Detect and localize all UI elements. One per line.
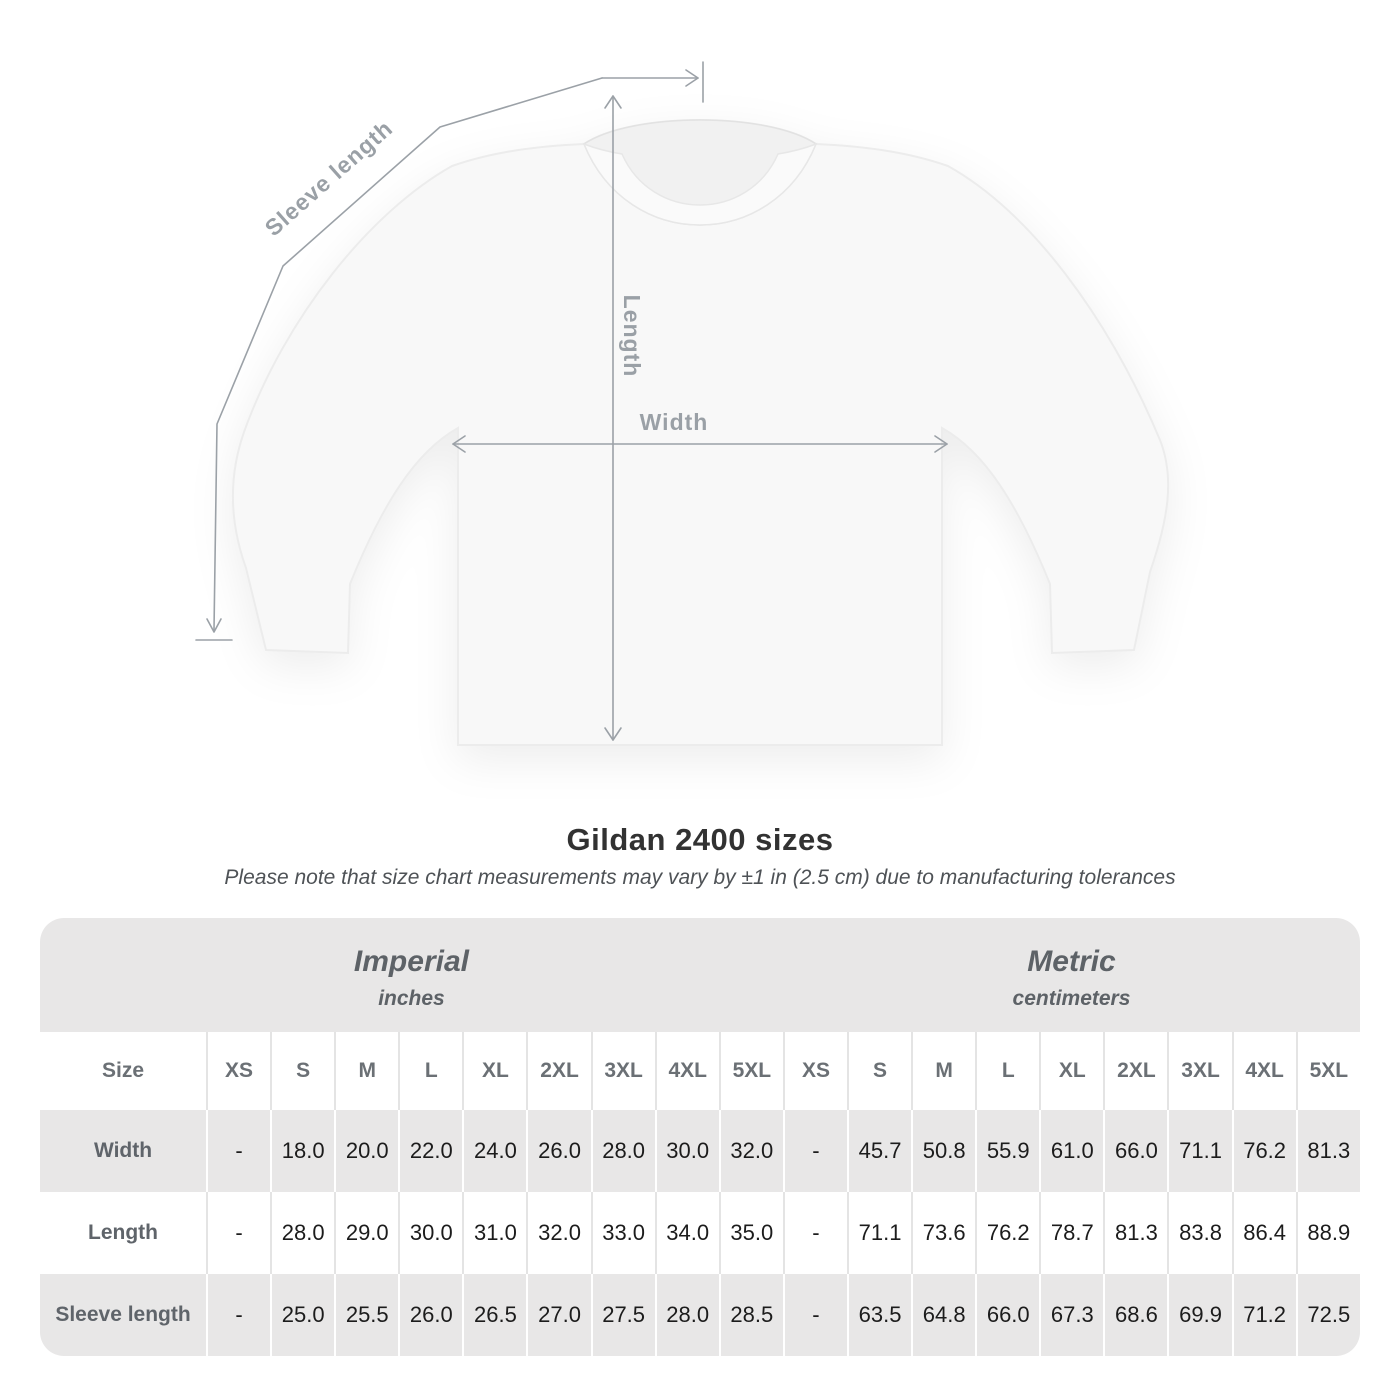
value-cell: 35.0 [719, 1192, 783, 1274]
value-cell: 22.0 [398, 1110, 462, 1192]
value-cell: 55.9 [975, 1110, 1039, 1192]
value-cell: 28.0 [655, 1274, 719, 1356]
row-label-width: Width [40, 1110, 206, 1192]
value-cell: 18.0 [270, 1110, 334, 1192]
value-cell: 78.7 [1039, 1192, 1103, 1274]
value-cell: 72.5 [1296, 1274, 1360, 1356]
value-cell: 32.0 [719, 1110, 783, 1192]
value-cell: 27.5 [591, 1274, 655, 1356]
imperial-group-header [40, 918, 783, 1032]
size-header-row [40, 1032, 1360, 1110]
table-row-sleeve-length [40, 1274, 1360, 1356]
row-label-sleeve-length: Sleeve length [40, 1274, 206, 1356]
table-row-length [40, 1192, 1360, 1274]
value-cell: 31.0 [462, 1192, 526, 1274]
size-column-header: Size [40, 1032, 206, 1110]
col-header-metric-4xl: 4XL [1232, 1032, 1296, 1110]
width-label: Width [639, 409, 709, 435]
value-cell: 64.8 [911, 1274, 975, 1356]
col-header-metric-l: L [975, 1032, 1039, 1110]
unit-group-header-row [40, 918, 1360, 1032]
metric-unit-label: centimeters [1012, 987, 1131, 1010]
value-cell: 69.9 [1167, 1274, 1231, 1356]
value-cell: - [783, 1110, 847, 1192]
value-cell: 30.0 [398, 1192, 462, 1274]
value-cell: - [783, 1274, 847, 1356]
value-cell: 30.0 [655, 1110, 719, 1192]
value-cell: 45.7 [847, 1110, 911, 1192]
value-cell: 28.0 [270, 1192, 334, 1274]
value-cell: 26.5 [462, 1274, 526, 1356]
col-header-imperial-l: L [398, 1032, 462, 1110]
row-label-length: Length [40, 1192, 206, 1274]
col-header-metric-xl: XL [1039, 1032, 1103, 1110]
value-cell: 25.0 [270, 1274, 334, 1356]
col-header-metric-3xl: 3XL [1167, 1032, 1231, 1110]
sleeve-length-label: Sleeve length [259, 114, 398, 242]
value-cell: 20.0 [334, 1110, 398, 1192]
col-header-imperial-xl: XL [462, 1032, 526, 1110]
value-cell: 86.4 [1232, 1192, 1296, 1274]
col-header-imperial-m: M [334, 1032, 398, 1110]
col-header-metric-m: M [911, 1032, 975, 1110]
value-cell: 32.0 [526, 1192, 590, 1274]
value-cell: 26.0 [398, 1274, 462, 1356]
length-label: Length [619, 294, 645, 378]
value-cell: 63.5 [847, 1274, 911, 1356]
col-header-imperial-xs: XS [206, 1032, 270, 1110]
value-cell: 50.8 [911, 1110, 975, 1192]
value-cell: 73.6 [911, 1192, 975, 1274]
value-cell: 66.0 [975, 1274, 1039, 1356]
value-cell: 88.9 [1296, 1192, 1360, 1274]
value-cell: 76.2 [1232, 1110, 1296, 1192]
value-cell: 71.1 [847, 1192, 911, 1274]
value-cell: 83.8 [1167, 1192, 1231, 1274]
col-header-metric-xs: XS [783, 1032, 847, 1110]
value-cell: 29.0 [334, 1192, 398, 1274]
table-row-width [40, 1110, 1360, 1192]
col-header-imperial-s: S [270, 1032, 334, 1110]
value-cell: 28.0 [591, 1110, 655, 1192]
value-cell: 67.3 [1039, 1274, 1103, 1356]
col-header-imperial-3xl: 3XL [591, 1032, 655, 1110]
size-table-container [40, 918, 1360, 1356]
value-cell: 68.6 [1103, 1274, 1167, 1356]
col-header-metric-2xl: 2XL [1103, 1032, 1167, 1110]
col-header-imperial-4xl: 4XL [655, 1032, 719, 1110]
tolerance-note: Please note that size chart measurements may vary by ±1 in (2.5 cm) due to manufacturing tolerances [224, 866, 1176, 889]
value-cell: 27.0 [526, 1274, 590, 1356]
value-cell: 28.5 [719, 1274, 783, 1356]
col-header-metric-5xl: 5XL [1296, 1032, 1360, 1110]
value-cell: 26.0 [526, 1110, 590, 1192]
page-title: Gildan 2400 sizes [566, 822, 834, 857]
imperial-label: Imperial [353, 945, 469, 978]
value-cell: 81.3 [1296, 1110, 1360, 1192]
value-cell: 25.5 [334, 1274, 398, 1356]
col-header-imperial-2xl: 2XL [526, 1032, 590, 1110]
imperial-unit-label: inches [378, 987, 445, 1010]
value-cell: - [206, 1110, 270, 1192]
size-table [40, 918, 1360, 1356]
value-cell: 81.3 [1103, 1192, 1167, 1274]
value-cell: 66.0 [1103, 1110, 1167, 1192]
value-cell: 71.1 [1167, 1110, 1231, 1192]
value-cell: 33.0 [591, 1192, 655, 1274]
col-header-imperial-5xl: 5XL [719, 1032, 783, 1110]
value-cell: - [206, 1192, 270, 1274]
value-cell: - [783, 1192, 847, 1274]
value-cell: 76.2 [975, 1192, 1039, 1274]
metric-group-header [783, 918, 1360, 1032]
metric-label: Metric [1027, 945, 1116, 978]
col-header-metric-s: S [847, 1032, 911, 1110]
value-cell: 34.0 [655, 1192, 719, 1274]
value-cell: 61.0 [1039, 1110, 1103, 1192]
value-cell: - [206, 1274, 270, 1356]
value-cell: 24.0 [462, 1110, 526, 1192]
value-cell: 71.2 [1232, 1274, 1296, 1356]
